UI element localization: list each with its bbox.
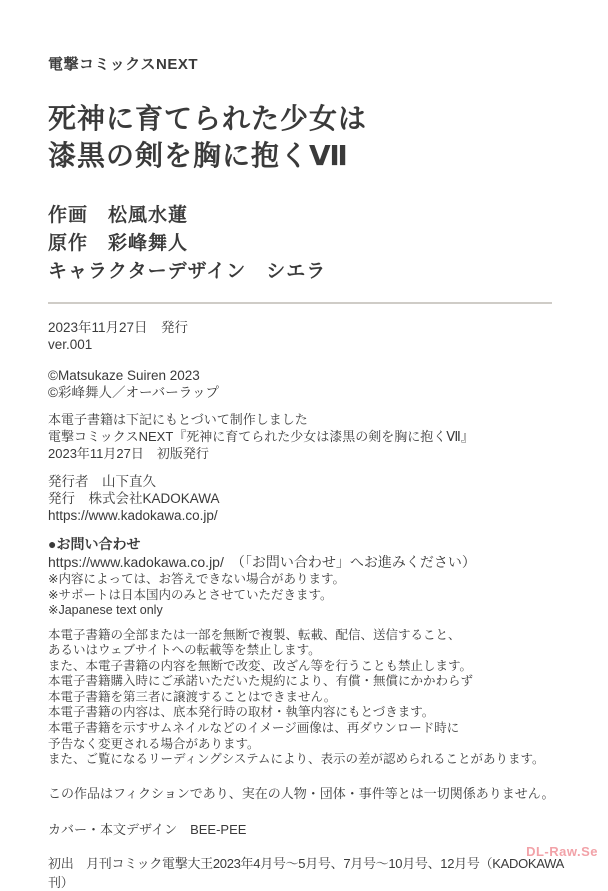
source-note-line-3: 2023年11月27日 初版発行: [48, 446, 209, 461]
legal-line-3: また、本電子書籍の内容を無断で改変、改ざん等を行うことも禁止します。: [48, 658, 473, 673]
contact-block: [48, 535, 568, 619]
copyright-line-1: ©Matsukaze Suiren 2023: [48, 368, 200, 383]
contact-url: https://www.kadokawa.co.jp/ （「お問い合わせ」へお進みください）: [48, 554, 476, 570]
fiction-disclaimer: この作品はフィクションであり、実在の人物・団体・事件等とは一切関係ありません。: [48, 785, 555, 801]
legal-line-7: 本電子書籍を示すサムネイルなどのイメージ画像は、再ダウンロード時に: [48, 721, 460, 736]
legal-line-9: また、ご覧になるリーディングシステムにより、表示の差が認められることがあります。: [48, 752, 545, 767]
version-number: ver.001: [48, 337, 93, 352]
first-appearance: 初出 月刊コミック電撃大王2023年4月号～5月号、7月号～10月号、12月号（KADOKAWA刊）: [48, 855, 565, 890]
contact-note-2: ※サポートは日本国内のみとさせていただきます。: [48, 587, 333, 602]
source-note-line-2: 電撃コミックスNEXT『死神に育てられた少女は漆黒の剣を胸に抱くⅦ』: [48, 429, 474, 444]
copyright-line-2: ©彩峰舞人／オーバーラップ: [48, 385, 220, 400]
series-label: 電撃コミックスNEXT: [48, 56, 199, 73]
contact-note-1: ※内容によっては、お答えできない場合があります。: [48, 572, 345, 586]
credit-character-design: キャラクターデザイン シエラ: [48, 261, 327, 282]
contact-note-3: ※Japanese text only: [48, 603, 163, 617]
legal-line-6: 本電子書籍の内容は、底本発行時の取材・執筆内容にもとづきます。: [48, 705, 435, 720]
publisher-url: https://www.kadokawa.co.jp/: [48, 508, 218, 523]
publisher-person: 発行者 山下直久: [48, 474, 156, 489]
source-note-line-1: 本電子書籍は下記にもとづいて制作しました: [48, 412, 308, 427]
publisher-company: 発行 株式会社KADOKAWA: [48, 491, 220, 506]
legal-line-4: 本電子書籍購入時にご承諾いただいた規約により、有償・無償にかかわらず: [48, 674, 474, 689]
legal-line-2: あるいはウェブサイトへの転載等を禁止します。: [48, 643, 321, 658]
contact-heading: ●お問い合わせ: [48, 536, 141, 552]
credits-block: [48, 202, 568, 286]
book-title-line-1: 死神に育てられた少女は: [48, 103, 368, 134]
publisher-block: [48, 473, 568, 524]
source-note-block: [48, 411, 568, 462]
credit-original-author: 原作 彩峰舞人: [48, 233, 189, 254]
legal-line-5: 本電子書籍を第三者に譲渡することはできません。: [48, 689, 337, 704]
contact-notes: [48, 572, 568, 619]
book-title: [48, 100, 568, 174]
copyright-block: [48, 367, 568, 401]
book-title-line-2: 漆黒の剣を胸に抱くⅦ: [48, 140, 349, 171]
legal-block: [48, 628, 568, 768]
edition-block: [48, 319, 568, 353]
design-credit: カバー・本文デザイン BEE-PEE: [48, 821, 247, 837]
section-divider: [48, 302, 552, 304]
credit-artist: 作画 松風水蓮: [48, 205, 189, 226]
legal-line-1: 本電子書籍の全部または一部を無断で複製、転載、配信、送信すること、: [48, 627, 461, 642]
publication-date: 2023年11月27日 発行: [48, 320, 189, 335]
watermark: DL-Raw.Se: [526, 844, 598, 859]
legal-line-8: 予告なく変更される場合があります。: [48, 736, 260, 751]
